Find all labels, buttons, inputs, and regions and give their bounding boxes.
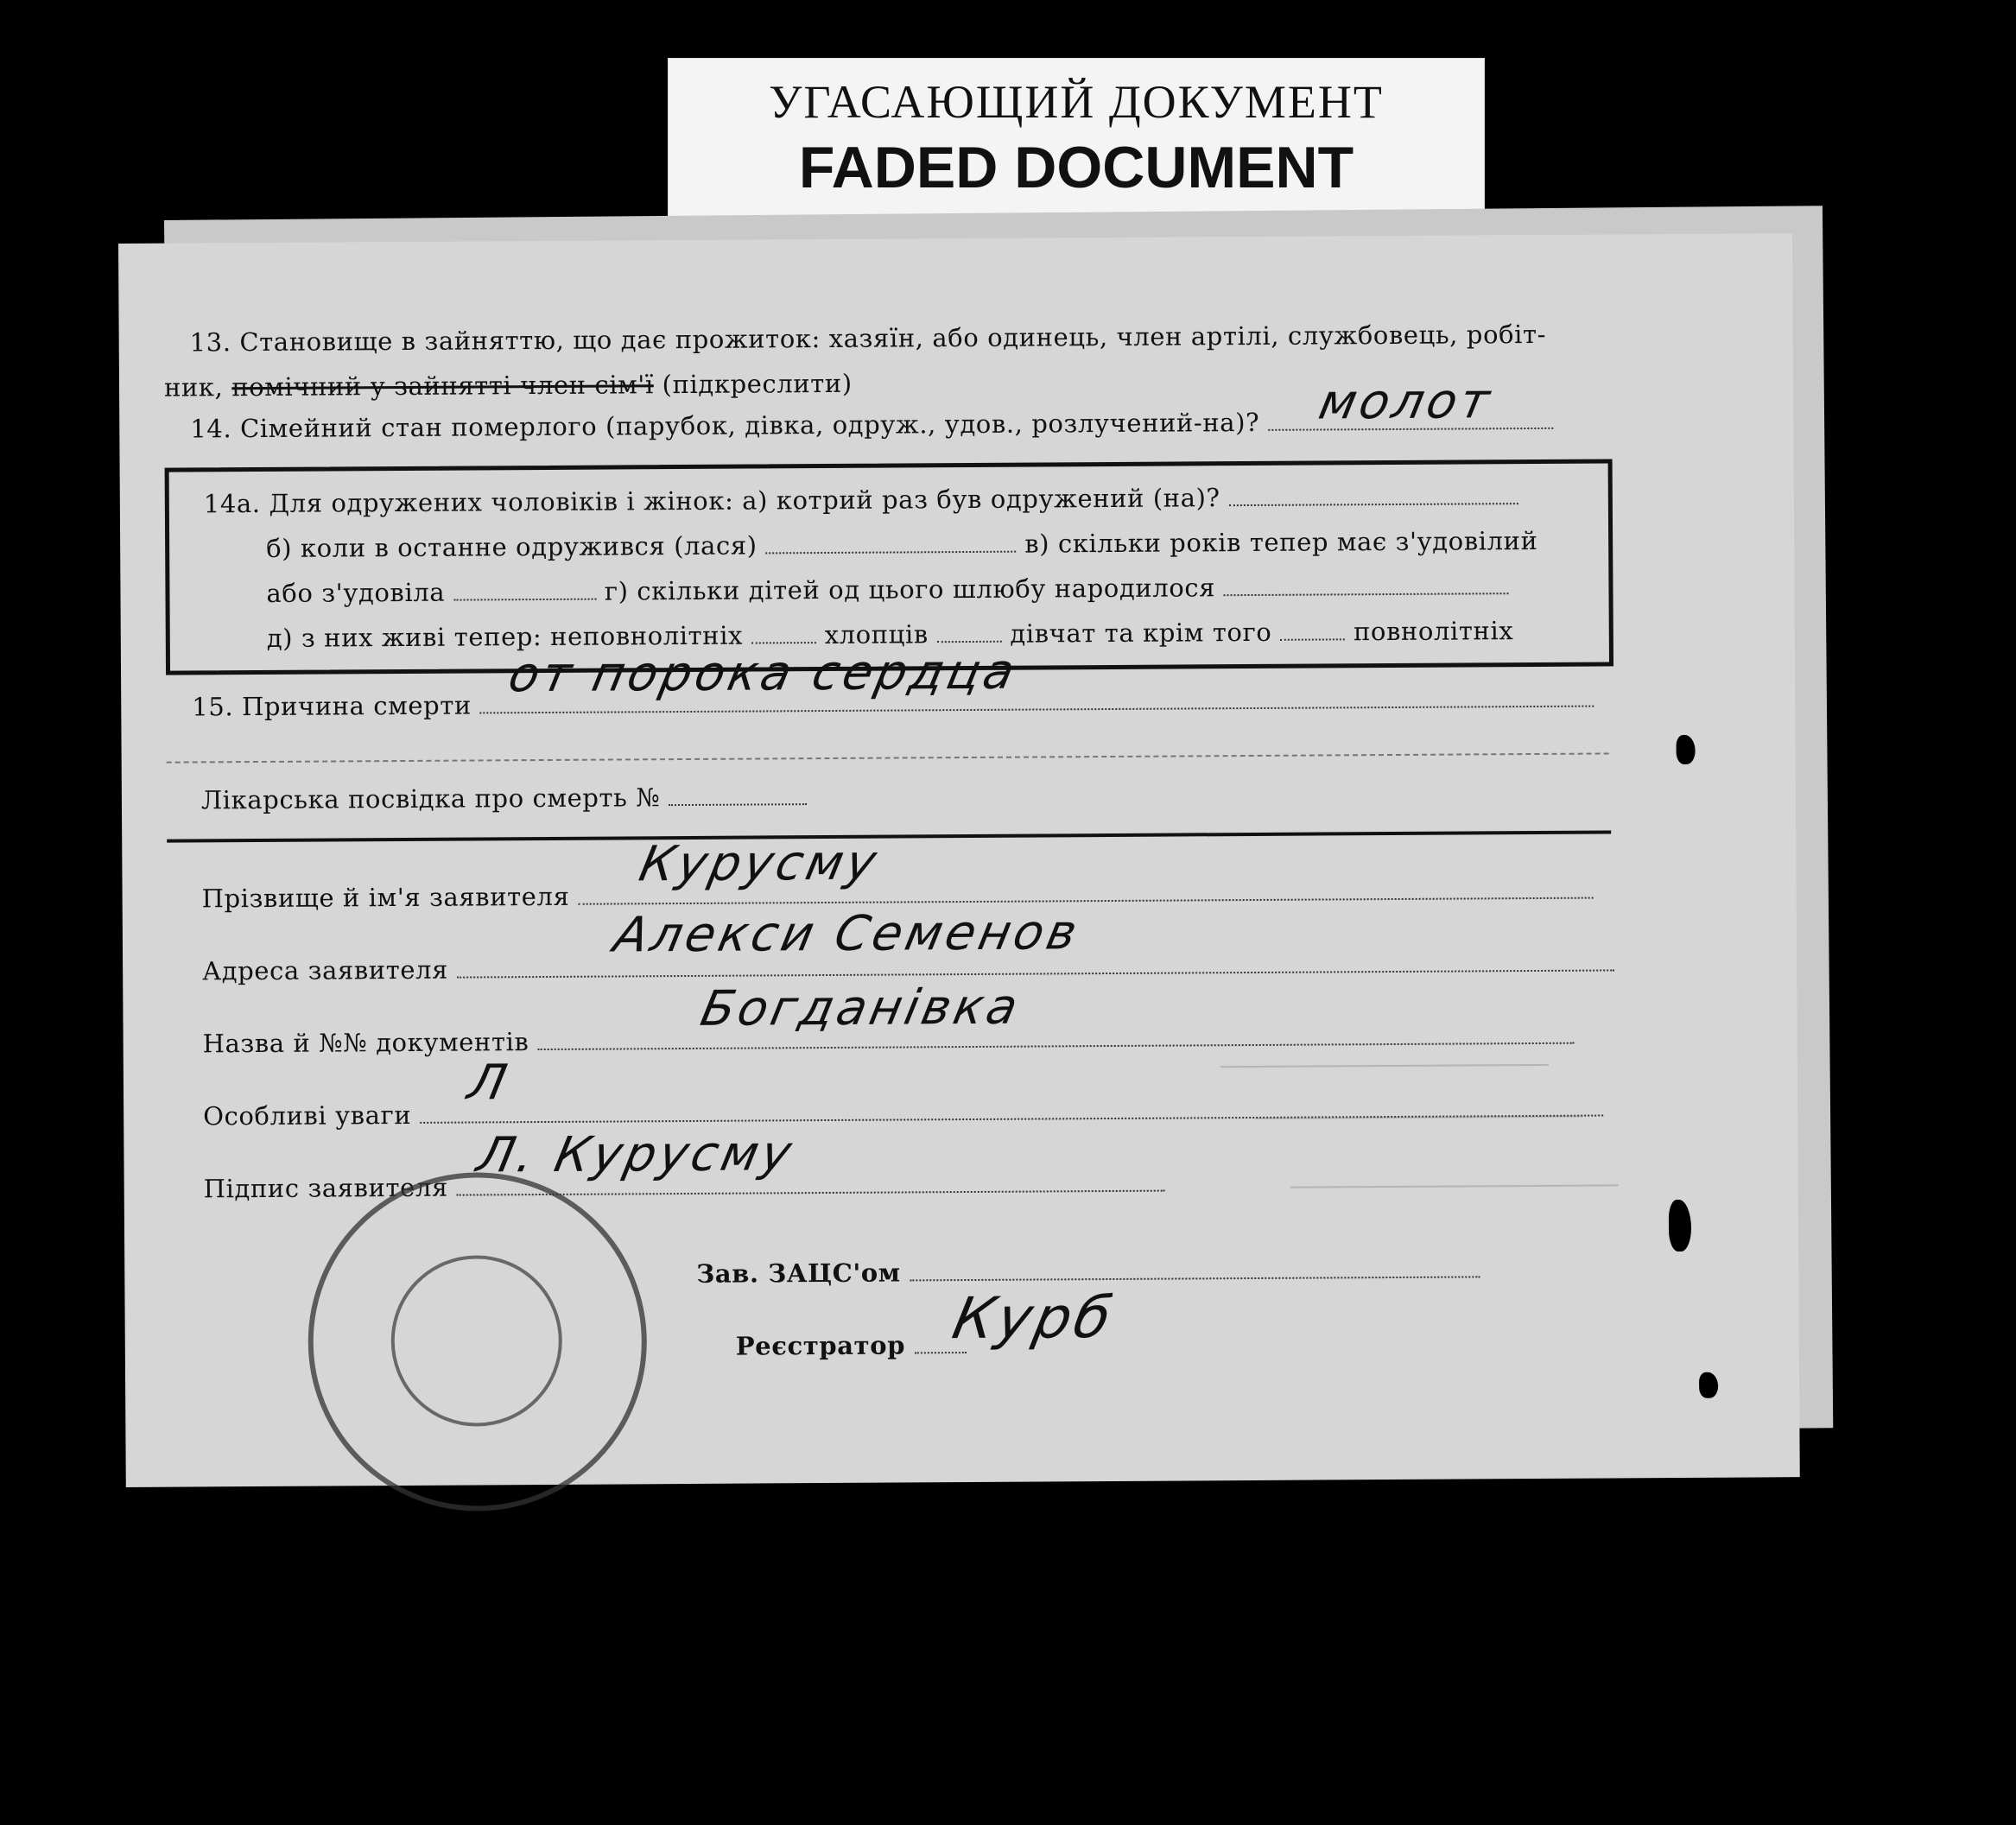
dots-b: [937, 640, 1002, 643]
q14a-line1-dots: [1228, 502, 1518, 506]
q14-text: 14. Сімейний стан померлого (парубок, дівка, одруж., удов., розлучений-на)?: [190, 407, 1260, 444]
applicant-address-answer: Алекси Семенов: [609, 904, 1086, 964]
q13-underline-note: (підкреслити): [662, 368, 853, 400]
q14a-box: [165, 459, 1613, 675]
medical-certificate: [201, 782, 807, 814]
signature-answer: Л. Курусму: [472, 1125, 800, 1184]
q14-handwritten-answer: молот: [1314, 373, 1499, 431]
notes-dots: [420, 1114, 1603, 1124]
q14a-line3-b: г) скільки дітей од цього шлюбу народилося: [604, 573, 1216, 606]
q14a-line1: [204, 481, 1518, 518]
death-record-card: [118, 233, 1800, 1487]
q13-line2-start: ник,: [163, 372, 224, 402]
med-text: Лікарська посвідка про смерть №: [200, 783, 661, 815]
head-text: Зав. ЗАЦС'ом: [696, 1258, 901, 1289]
notes-label: [203, 1093, 1603, 1131]
signature-text: Підпис заявителя: [203, 1172, 448, 1204]
q13-line1: 13. Становище в зайняттю, що дає прожиток: хазяїн, або одинець, член артілі, службовець, робіт-: [189, 319, 1547, 358]
notes-text: Особливі уваги: [203, 1099, 412, 1131]
q13-line2: [164, 369, 853, 402]
binder-hole: [1699, 1372, 1718, 1398]
dots-c: [1280, 637, 1345, 640]
registrar-label: [736, 1330, 967, 1361]
q15-handwritten-answer: от порока сердца: [504, 643, 1024, 704]
applicant-address-dots: [457, 968, 1614, 978]
q14a-line1-text: 14а. Для одружених чоловіків і жінок: а) котрий раз був одружений (на)?: [203, 483, 1220, 519]
q15-dots: [480, 705, 1594, 714]
q14a-line3: [266, 571, 1509, 608]
registrar-signature: Курб: [947, 1283, 1121, 1353]
q14a-line2-a: б) коли в останне одружився (лася): [266, 530, 758, 563]
q14a-line2-b: в) скільки років тепер має з'удовілий: [1024, 525, 1538, 559]
q14a-line3-dots2: [1224, 592, 1509, 596]
q15-text: 15. Причина смерти: [192, 690, 472, 722]
q14a-line4-a: д) з них живі тепер: неповнолітніх: [266, 620, 744, 653]
med-dots: [669, 802, 807, 806]
applicant-name-text: Прізвище й ім'я заявителя: [201, 881, 570, 914]
documents-text: Назва й №№ документів: [202, 1027, 529, 1059]
bleed-through-line: [1290, 1184, 1619, 1188]
q14a-line4-b: хлопців: [824, 619, 929, 650]
notes-answer: Л: [463, 1055, 515, 1112]
applicant-name-answer: Курусму: [634, 834, 884, 893]
head-label: [696, 1254, 1480, 1289]
q14a-line2-dots: [765, 550, 1016, 554]
q13-struck-text: помічний у зайнятті член сім'ї: [231, 370, 654, 402]
q14a-line3-a: або з'удовіла: [266, 577, 446, 608]
q15-second-line: [167, 752, 1609, 763]
official-stamp: [307, 1171, 648, 1511]
q14a-line4-c: дівчат та крім того: [1010, 617, 1272, 649]
label-english: FADED DOCUMENT: [798, 135, 1354, 200]
documents-answer: Богданівка: [695, 979, 1026, 1037]
bleed-through-line: [1220, 1064, 1549, 1068]
label-russian: УГАСАЮЩИЙ ДОКУМЕНТ: [769, 76, 1384, 128]
q14a-line3-dots: [453, 598, 596, 601]
q14a-line2: [266, 526, 1537, 563]
documents-dots: [537, 1042, 1574, 1050]
q14a-line4-d: повнолітніх: [1353, 616, 1514, 647]
section-divider: [167, 830, 1611, 842]
binder-hole: [1677, 735, 1696, 764]
stamp-inner-circle: [390, 1255, 562, 1427]
dots-a: [751, 641, 816, 643]
head-dots: [910, 1275, 1480, 1281]
binder-hole: [1669, 1200, 1691, 1252]
applicant-address-text: Адреса заявителя: [202, 954, 449, 986]
registrar-text: Реєстратор: [735, 1330, 906, 1361]
